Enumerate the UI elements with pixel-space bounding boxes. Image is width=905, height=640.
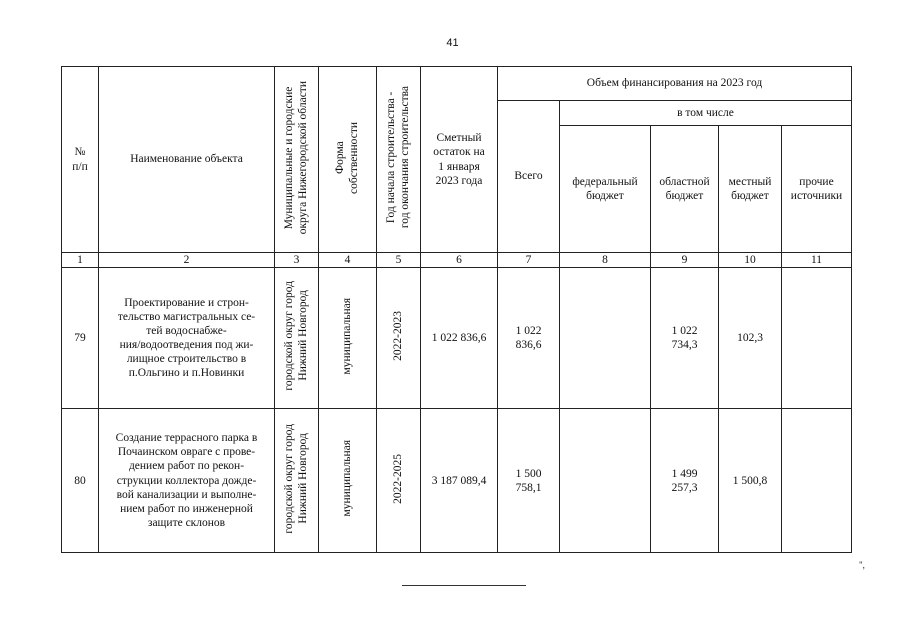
row-estimate: 3 187 089,4 bbox=[421, 409, 498, 553]
row-name: Создание террасного парка в Почаинском овраге с прове- дением работ по рекон- струкции коллектора дожде- вой канализации и выполне- нием работ по инженерной защите склонов bbox=[99, 409, 275, 553]
column-number: 11 bbox=[782, 253, 852, 268]
row-years: 2022-2023 bbox=[377, 268, 421, 409]
column-number: 3 bbox=[275, 253, 319, 268]
footer-rule bbox=[402, 585, 526, 586]
column-number: 2 bbox=[99, 253, 275, 268]
column-number: 10 bbox=[719, 253, 782, 268]
table-row bbox=[62, 409, 852, 553]
header-local: местный бюджет bbox=[719, 126, 782, 253]
header-total: Всего bbox=[498, 101, 560, 253]
row-num: 79 bbox=[62, 268, 99, 409]
row-municipality: городской округ город Нижний Новгород bbox=[275, 268, 319, 409]
row-federal bbox=[560, 409, 651, 553]
end-quote-mark: ", bbox=[859, 560, 865, 570]
column-number: 7 bbox=[498, 253, 560, 268]
column-number: 5 bbox=[377, 253, 421, 268]
column-number: 6 bbox=[421, 253, 498, 268]
row-other bbox=[782, 268, 852, 409]
header-name: Наименование объекта bbox=[99, 67, 275, 253]
header-including: в том числе bbox=[560, 101, 852, 126]
row-num: 80 bbox=[62, 409, 99, 553]
row-ownership: муниципальная bbox=[319, 409, 377, 553]
column-number: 8 bbox=[560, 253, 651, 268]
row-regional: 1 499 257,3 bbox=[651, 409, 719, 553]
page-number: 41 bbox=[446, 37, 459, 49]
column-number: 1 bbox=[62, 253, 99, 268]
row-total: 1 022 836,6 bbox=[498, 268, 560, 409]
column-number: 4 bbox=[319, 253, 377, 268]
column-number-row bbox=[62, 253, 852, 268]
header-num: № п/п bbox=[62, 67, 99, 253]
header-years: Год начала строительства - год окончания строительства bbox=[377, 67, 421, 253]
row-regional: 1 022 734,3 bbox=[651, 268, 719, 409]
row-local: 1 500,8 bbox=[719, 409, 782, 553]
header-funding-group: Объем финансирования на 2023 год bbox=[498, 67, 852, 101]
header-other: прочие источники bbox=[782, 126, 852, 253]
row-total: 1 500 758,1 bbox=[498, 409, 560, 553]
header-municipality: Муниципальные и городские округа Нижегородской области bbox=[275, 67, 319, 253]
row-municipality: городской округ город Нижний Новгород bbox=[275, 409, 319, 553]
row-estimate: 1 022 836,6 bbox=[421, 268, 498, 409]
row-name: Проектирование и строн- тельство магистральных се- тей водоснабже- ния/водоотведения под жи- лищное строительство в п.Ольгино и п.Новинки bbox=[99, 268, 275, 409]
table-row bbox=[62, 268, 852, 409]
header-estimate: Сметный остаток на 1 января 2023 года bbox=[421, 67, 498, 253]
header-federal: федеральный бюджет bbox=[560, 126, 651, 253]
row-federal bbox=[560, 268, 651, 409]
row-ownership: муниципальная bbox=[319, 268, 377, 409]
column-number: 9 bbox=[651, 253, 719, 268]
row-other bbox=[782, 409, 852, 553]
row-years: 2022-2025 bbox=[377, 409, 421, 553]
header-ownership: Форма собственности bbox=[319, 67, 377, 253]
row-local: 102,3 bbox=[719, 268, 782, 409]
financing-table bbox=[61, 66, 852, 553]
header-regional: областной бюджет bbox=[651, 126, 719, 253]
